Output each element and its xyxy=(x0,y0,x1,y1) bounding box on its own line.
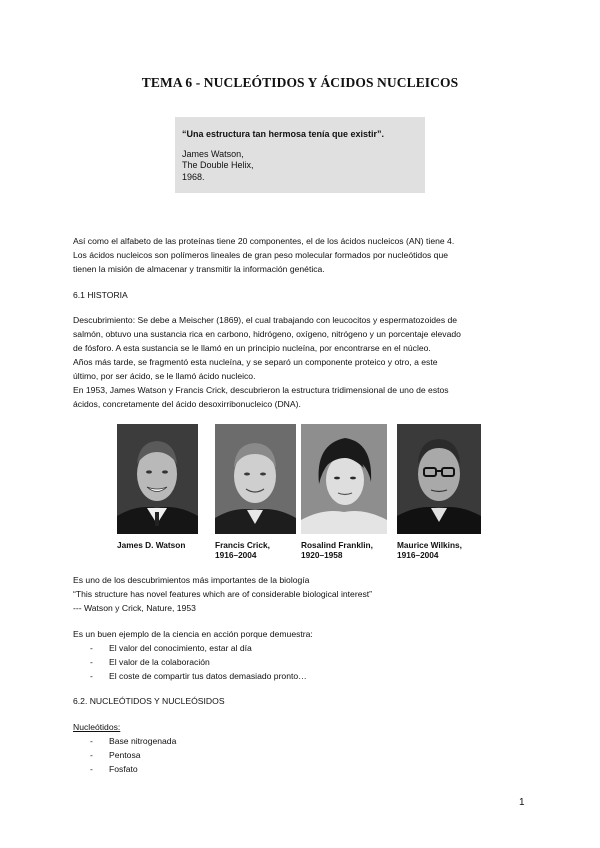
list-item xyxy=(90,734,176,748)
list-dash: - xyxy=(90,736,93,746)
caption-watson xyxy=(117,540,198,550)
intro-paragraph xyxy=(73,234,533,276)
quote-box xyxy=(175,117,425,193)
nucleotidos-label: Nucleótidos: xyxy=(73,722,121,732)
text-line: tienen la misión de almacenar y transmitir la información genética. xyxy=(73,264,325,274)
quote-author: James Watson, xyxy=(182,148,244,159)
example-list xyxy=(90,641,307,683)
list-item xyxy=(90,655,307,669)
text-line: --- Watson y Crick, Nature, 1953 xyxy=(73,603,196,613)
caption-line: 1916–2004 xyxy=(215,550,257,560)
page-title: TEMA 6 - NUCLEÓTIDOS Y ÁCIDOS NUCLEICOS xyxy=(141,75,459,90)
text-line: salmón, obtuvo una sustancia rica en carbono, hidrógeno, oxígeno, nitrógeno y un porcentaje elevado xyxy=(73,329,461,339)
discovery-paragraph xyxy=(73,573,533,615)
text-line: “This structure has novel features which are of considerable biological interest” xyxy=(73,589,373,599)
caption-franklin xyxy=(301,540,387,560)
text-line: Los ácidos nucleicos son polímeros lineales de gran peso molecular formados por nucleótidos que xyxy=(73,250,448,260)
section-heading-nucleotidos: 6.2. NUCLEÓTIDOS Y NUCLEÓSIDOS xyxy=(73,696,225,706)
quote-book: The Double Helix, xyxy=(182,160,254,170)
caption-line: Rosalind Franklin, xyxy=(301,540,373,550)
historia-paragraph xyxy=(73,313,533,411)
scientists-photos xyxy=(117,424,487,559)
photo-franklin xyxy=(301,424,387,560)
list-dash: - xyxy=(90,764,93,774)
section-heading-historia: 6.1 HISTORIA xyxy=(73,290,128,300)
caption-wilkins xyxy=(397,540,481,560)
nucleotidos-list xyxy=(90,734,176,776)
list-dash: - xyxy=(90,643,93,653)
text-line: ácidos, concretamente del ácido desoxirribonucleico (DNA). xyxy=(73,399,301,409)
list-item-text: El valor de la colaboración xyxy=(109,657,210,667)
list-dash: - xyxy=(90,750,93,760)
list-item-text: Pentosa xyxy=(109,750,141,760)
text-line: último, por ser ácido, se le llamó ácido nucleico. xyxy=(73,371,256,381)
list-dash: - xyxy=(90,671,93,681)
list-item xyxy=(90,748,176,762)
caption-line: James D. Watson xyxy=(117,540,186,550)
list-item xyxy=(90,641,307,655)
list-dash: - xyxy=(90,657,93,667)
text-line: Descubrimiento: Se debe a Meischer (1869), el cual trabajando con leucocitos y espermatozoides de xyxy=(73,315,458,325)
photo-watson xyxy=(117,424,198,550)
list-item-text: Base nitrogenada xyxy=(109,736,177,746)
text-line: Así como el alfabeto de las proteínas tiene 20 componentes, el de los ácidos nucleicos (AN) tiene 4. xyxy=(73,236,455,246)
list-item-text: Fosfato xyxy=(109,764,138,774)
list-item xyxy=(90,669,307,683)
caption-line: Maurice Wilkins, xyxy=(397,540,462,550)
caption-line: 1920–1958 xyxy=(301,550,343,560)
list-item-text: El valor del conocimiento, estar al día xyxy=(109,643,252,653)
caption-crick xyxy=(215,540,296,560)
list-item xyxy=(90,762,176,776)
text-line: Años más tarde, se fragmentó esta nucleína, y se separó un componente proteico y otro, a este xyxy=(73,357,438,367)
text-line: En 1953, James Watson y Francis Crick, descubrieron la estructura tridimensional de uno de estos xyxy=(73,385,449,395)
text-line: Es uno de los descubrimientos más importantes de la biología xyxy=(73,575,310,585)
quote-text: “Una estructura tan hermosa tenía que existir”. xyxy=(182,129,385,139)
caption-line: Francis Crick, xyxy=(215,540,270,550)
list-item-text: El coste de compartir tus datos demasiado pronto… xyxy=(109,671,307,681)
text-line: de fósforo. A esta sustancia se le llamó en un principio nucleína, por encontrarse en el núcleo. xyxy=(73,343,431,353)
quote-year: 1968. xyxy=(182,171,205,182)
photo-crick xyxy=(215,424,296,560)
page-number: 1 xyxy=(519,797,525,808)
caption-line: 1916–2004 xyxy=(397,550,439,560)
photo-wilkins xyxy=(397,424,481,560)
example-intro: Es un buen ejemplo de la ciencia en acción porque demuestra: xyxy=(73,629,313,639)
